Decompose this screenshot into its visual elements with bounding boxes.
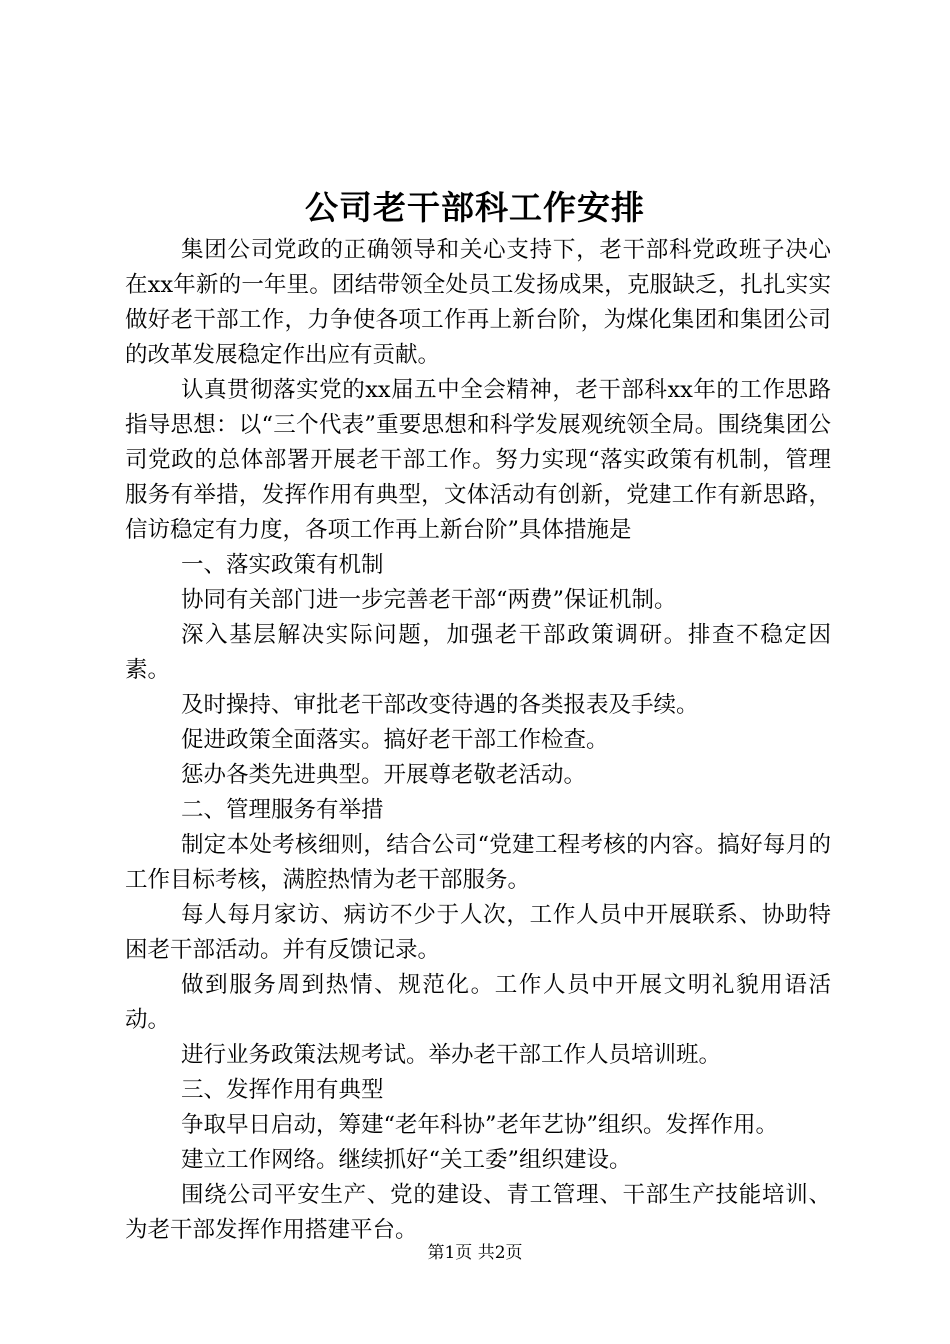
page-number-footer: 第1页 共2页 <box>427 1243 523 1263</box>
paragraph-item: 深入基层解决实际问题，加强老干部政策调研。排查不稳定因素。 <box>125 622 831 683</box>
paragraph-item: 进行业务政策法规考试。举办老干部工作人员培训班。 <box>181 1042 722 1068</box>
paragraph-item: 建立工作网络。继续抓好“关工委”组织建设。 <box>181 1147 632 1173</box>
paragraph-item: 促进政策全面落实。搞好老干部工作检查。 <box>181 727 609 753</box>
paragraph-item: 每人每月家访、病访不少于人次，工作人员中开展联系、协助特困老干部活动。并有反馈记录。 <box>125 902 831 963</box>
paragraph-item: 惩办各类先进典型。开展尊老敬老活动。 <box>181 762 587 788</box>
paragraph-item: 争取早日启动，筹建“老年科协”老年艺协”组织。发挥作用。 <box>181 1112 779 1138</box>
section-heading-1: 一、落实政策有机制 <box>181 552 384 578</box>
paragraph-guiding-thought: 认真贯彻落实党的xx届五中全会精神，老干部科xx年的工作思路指导思想：以“三个代表”重要思想和科学发展观统领全局。围绕集团公司党政的总体部署开展老干部工作。努力实现“落实政策有机制，管理服务有举措，发挥作用有典型，文体活动有创新，党建工作有新思路，信访稳定有力度，各项工作再上新台阶”具体措施是 <box>125 377 831 543</box>
paragraph-item: 协同有关部门进一步完善老干部“两费”保证机制。 <box>181 587 677 613</box>
paragraph-intro: 集团公司党政的正确领导和关心支持下，老干部科党政班子决心在xx年新的一年里。团结带领全处员工发扬成果，克服缺乏，扎扎实实做好老干部工作，力争使各项工作再上新台阶，为煤化集团和集团公司的改革发展稳定作出应有贡献。 <box>125 237 831 368</box>
section-heading-3: 三、发挥作用有典型 <box>181 1077 384 1103</box>
paragraph-item: 及时操持、审批老干部改变待遇的各类报表及手续。 <box>181 692 699 718</box>
paragraph-item: 制定本处考核细则，结合公司“党建工程考核的内容。搞好每月的工作目标考核，满腔热情为老干部服务。 <box>125 832 831 893</box>
paragraph-item: 围绕公司平安生产、党的建设、青工管理、干部生产技能培训、为老干部发挥作用搭建平台。 <box>125 1182 831 1243</box>
document-title: 公司老干部科工作安排 <box>305 188 645 227</box>
document-body <box>125 233 831 1248</box>
section-heading-2: 二、管理服务有举措 <box>181 797 384 823</box>
paragraph-item: 做到服务周到热情、规范化。工作人员中开展文明礼貌用语活动。 <box>125 972 831 1033</box>
